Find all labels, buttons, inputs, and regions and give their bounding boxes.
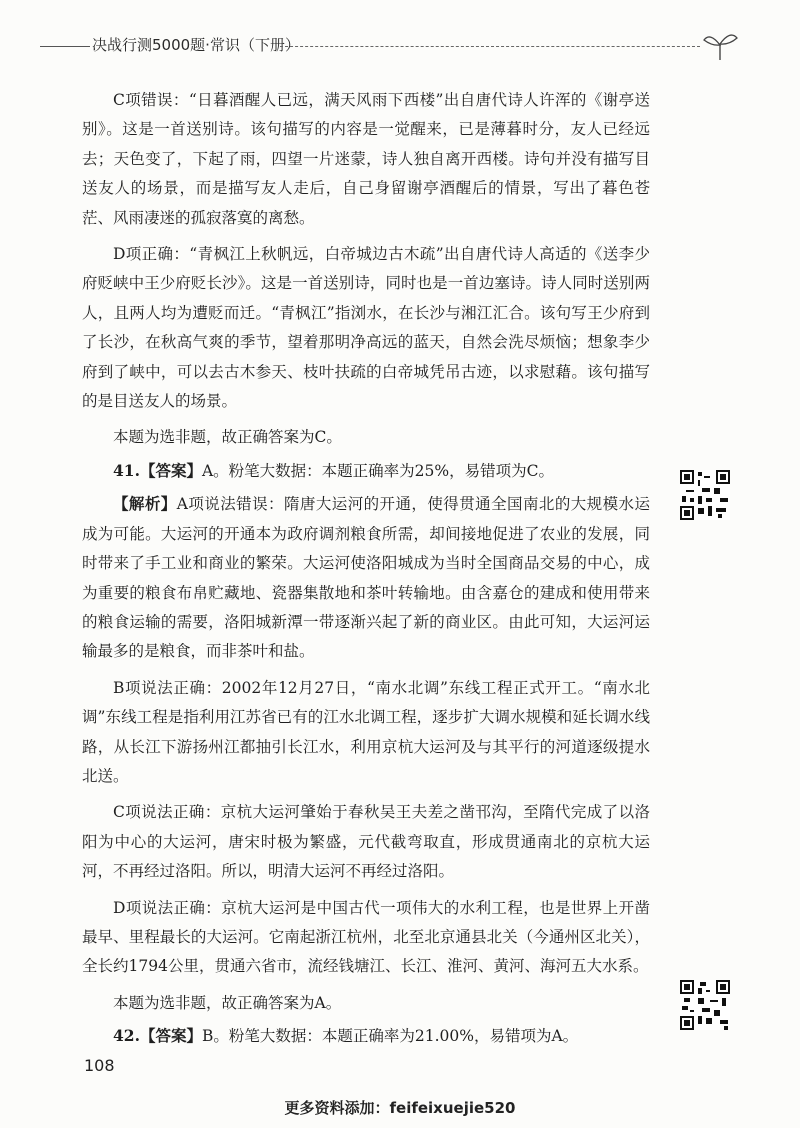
- q41-answer-label: 41.【答案】: [113, 460, 202, 480]
- q42-answer-label: 42.【答案】: [113, 1026, 202, 1046]
- option-d-explanation: D项正确：“青枫江上秋帆远，白帝城边古木疏”出自唐代诗人高适的《送李少府贬峡中王少府贬长沙》。这是一首送别诗，同时也是一首边塞诗。诗人同时送别两人，且两人均为遭贬而迁。“青枫江”指浏水，在长沙与湘江汇合。该句写王少府到了长沙，在秋高气爽的季节，望着那明净高远的蓝天，自然会洗尽烦恼；想象李少府到了峡中，可以去古木参天、枝叶扶疏的白帝城凭吊古迹，以求慰藉。该句描写的是目送友人的场景。: [82, 245, 650, 411]
- q41-analysis-b: B项说法正确：2002年12月27日，“南水北调”东线工程正式开工。“南水北调”东线工程是指利用江苏省已有的江水北调工程，逐步扩大调水规模和延长调水线路，从长江下游扬州江都抽引长江水，利用京杭大运河及与其平行的河道逐级提水北送。: [82, 678, 650, 785]
- q41-analysis-label: 【解析】: [113, 494, 177, 514]
- q41-analysis-c: C项说法正确：京杭大运河肇始于春秋吴王夫差之凿邗沟，至隋代完成了以洛阳为中心的大运河，唐宋时极为繁盛，元代截弯取直，形成贯通南北的京杭大运河，不再经过洛阳。所以，明清大运河不再经过洛阳。: [82, 803, 650, 881]
- page-number: 108: [84, 1056, 115, 1075]
- page-body: [82, 86, 650, 1055]
- header-rule-right: [280, 46, 700, 47]
- q40-conclusion: 本题为选非题，故正确答案为C。: [113, 428, 342, 447]
- q41-conclusion: 本题为选非题，故正确答案为A。: [113, 993, 342, 1012]
- footer-note: 更多资料添加：feifeixuejie520: [284, 1099, 516, 1117]
- q42-answer: [82, 1021, 650, 1051]
- option-c-explanation: C项错误：“日暮酒醒人已远，满天风雨下西楼”出自唐代诗人许浑的《谢亭送别》。这是一首送别诗。该句描写的内容是一觉醒来，已是薄暮时分，友人已经远去；天色变了，下起了雨，四望一片迷蒙，诗人独自离开西楼。诗句并没有描写目送友人的场景，而是描写友人走后，自己身留谢亭酒醒后的情景，写出了暮色苍茫、风雨凄迷的孤寂落寞的离愁。: [82, 91, 650, 227]
- q41-analysis-a-text: A项说法错误：隋唐大运河的开通，使得贯通全国南北的大规模水运成为可能。大运河的开通本为政府调剂粮食所需，却间接地促进了农业的发展，同时带来了手工业和商业的繁荣。大运河使洛阳城成为当时全国商品交易的中心，成为重要的粮食布帛贮藏地、瓷器集散地和茶叶转输地。由含嘉仓的建成和使用带来的粮食运输的需要，洛阳城新潭一带逐渐兴起了新的商业区。由此可知，大运河运输最多的是粮食，而非茶叶和盐。: [82, 495, 650, 661]
- q41-analysis-d: D项说法正确：京杭大运河是中国古代一项伟大的水利工程，也是世界上开凿最早、里程最长的大运河。它南起浙江杭州，北至北京通县北关（今通州区北关），全长约1794公里，贯通六省市，流经钱塘江、长江、淮河、黄河、海河五大水系。: [82, 898, 650, 976]
- q42-answer-text: B。粉笔大数据：本题正确率为21.00%，易错项为A。: [201, 1027, 579, 1046]
- q41-answer-text: A。粉笔大数据：本题正确率为25%，易错项为C。: [201, 461, 554, 480]
- qr-code-icon[interactable]: [680, 470, 730, 520]
- q41-analysis-a: [82, 489, 650, 666]
- sprout-icon: [700, 30, 740, 62]
- q41-answer: [82, 456, 650, 486]
- qr-code-icon[interactable]: [680, 980, 730, 1030]
- header-rule-left: [40, 46, 90, 47]
- book-title: 决战行测5000题·常识（下册）: [92, 36, 300, 54]
- page-header: [0, 30, 800, 60]
